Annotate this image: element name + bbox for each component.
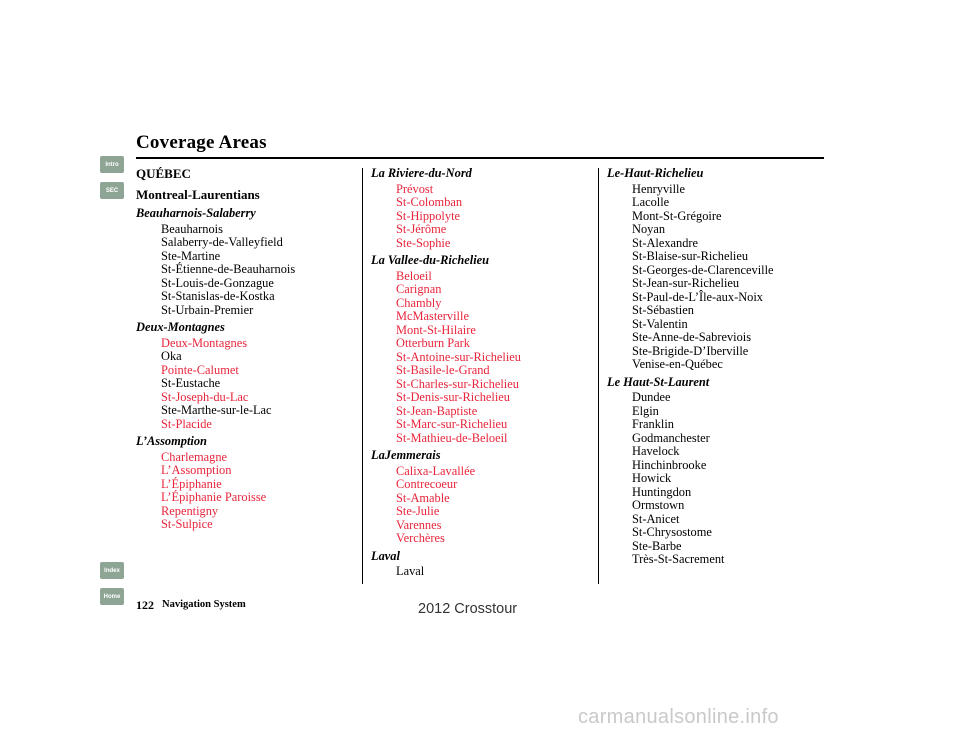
column-divider-2	[598, 168, 599, 584]
municipality-item: Ormstown	[632, 498, 685, 512]
municipality-link[interactable]: Repentigny	[161, 503, 219, 518]
municipality-item: Ste-Brigide-D’Iberville	[632, 343, 749, 358]
municipality-link[interactable]: McMasterville	[396, 309, 469, 323]
municipality-item: Venise-en-Québec	[632, 357, 723, 371]
column-1	[136, 167, 356, 532]
area-heading-laval: Laval	[371, 548, 400, 563]
municipality-item: St-Valentin	[632, 316, 688, 331]
municipality-item: St-Sébastien	[632, 303, 694, 317]
municipality-item: St-Anicet	[632, 511, 680, 526]
municipality-list	[396, 183, 591, 251]
municipality-list	[396, 465, 591, 546]
municipality-list	[396, 565, 591, 579]
municipality-link[interactable]: Ste-Julie	[396, 504, 440, 518]
area-heading-lajemmerais: LaJemmerais	[371, 448, 441, 462]
municipality-item: Ste-Barbe	[632, 538, 682, 553]
municipality-link[interactable]: St-Colomban	[396, 195, 463, 209]
municipality-list	[161, 223, 356, 318]
area-heading-la-riviere-du-nord: La Riviere-du-Nord	[371, 166, 472, 180]
municipality-link[interactable]: Ste-Sophie	[396, 235, 451, 250]
municipality-link[interactable]: Otterburn Park	[396, 336, 470, 350]
municipality-link[interactable]: St-Joseph-du-Lac	[161, 389, 249, 404]
municipality-item: Franklin	[632, 417, 674, 431]
municipality-item: Hinchinbrooke	[632, 457, 707, 472]
municipality-link[interactable]: L’Assomption	[161, 463, 232, 477]
area-heading-l-assomption: L’Assomption	[136, 434, 207, 448]
municipality-link[interactable]: Contrecoeur	[396, 477, 458, 491]
municipality-item: St-Paul-de-L’Île-aux-Noix	[632, 289, 763, 304]
municipality-list	[632, 391, 827, 567]
municipality-link[interactable]: Prévost	[396, 181, 434, 196]
municipality-item: Ste-Anne-de-Sabreviois	[632, 330, 752, 344]
sec-tab[interactable]: SEC	[100, 182, 124, 199]
municipality-item: Très-St-Sacrement	[632, 552, 725, 566]
area-groups	[371, 167, 591, 579]
column-2	[371, 167, 591, 579]
column-divider-1	[362, 168, 363, 584]
municipality-item: St-Louis-de-Gonzague	[161, 275, 274, 290]
area-heading-deux-montagnes: Deux-Montagnes	[136, 320, 225, 334]
home-tab[interactable]: Home	[100, 588, 124, 605]
municipality-item: St-Georges-de-Clarenceville	[632, 262, 774, 277]
area-heading-la-vallee-du-richelieu: La Vallee-du-Richelieu	[371, 253, 490, 267]
intro-tab[interactable]: Intro	[100, 156, 124, 173]
municipality-list	[161, 337, 356, 432]
municipality-item: Laval	[396, 564, 425, 578]
municipality-link[interactable]: Charlemagne	[161, 449, 228, 464]
municipality-item: St-Jean-sur-Richelieu	[632, 276, 740, 290]
municipality-link[interactable]: Carignan	[396, 282, 442, 296]
page-number: 122	[136, 598, 154, 612]
municipality-item: Lacolle	[632, 195, 670, 209]
municipality-link[interactable]: L’Épiphanie	[161, 476, 222, 491]
municipality-item: St-Urbain-Premier	[161, 302, 254, 317]
municipality-item: Godmanchester	[632, 430, 710, 445]
column-3	[607, 167, 827, 567]
municipality-item: Huntingdon	[632, 484, 692, 499]
municipality-item: St-Alexandre	[632, 235, 699, 250]
municipality-link[interactable]: St-Marc-sur-Richelieu	[396, 417, 508, 431]
area-groups	[136, 207, 356, 532]
municipality-link[interactable]: St-Placide	[161, 416, 212, 431]
municipality-item: St-Eustache	[161, 376, 221, 390]
area-heading-le-haut-st-laurent: Le Haut-St-Laurent	[607, 374, 710, 389]
municipality-link[interactable]: Chambly	[396, 295, 442, 310]
municipality-list	[632, 183, 827, 372]
area-groups	[607, 167, 827, 567]
municipality-item: Howick	[632, 471, 672, 485]
area-heading-le-haut-richelieu: Le-Haut-Richelieu	[607, 166, 704, 180]
municipality-link[interactable]: St-Charles-sur-Richelieu	[396, 376, 519, 391]
watermark: carmanualsonline.info	[578, 706, 779, 728]
municipality-list	[161, 451, 356, 532]
municipality-link[interactable]: St-Denis-sur-Richelieu	[396, 390, 510, 404]
municipality-link[interactable]: St-Hippolyte	[396, 208, 461, 223]
region-heading: Montreal-Laurentians	[136, 186, 260, 202]
municipality-link[interactable]: St-Antoine-sur-Richelieu	[396, 349, 522, 364]
municipality-link[interactable]: Mont-St-Hilaire	[396, 322, 476, 337]
title-rule	[136, 157, 824, 159]
municipality-item: St-Stanislas-de-Kostka	[161, 289, 275, 303]
area-heading-beauharnois-salaberry: Beauharnois-Salaberry	[136, 206, 256, 220]
page-title: Coverage Areas	[136, 132, 267, 153]
municipality-item: Noyan	[632, 222, 666, 236]
municipality-link[interactable]: St-Sulpice	[161, 517, 213, 531]
municipality-item: Henryville	[632, 181, 685, 196]
municipality-list	[396, 270, 591, 446]
municipality-link[interactable]: St-Mathieu-de-Beloeil	[396, 430, 508, 445]
municipality-link[interactable]: L’Épiphanie Paroisse	[161, 490, 267, 504]
municipality-link[interactable]: Verchères	[396, 531, 445, 545]
municipality-item: St-Chrysostome	[632, 525, 712, 539]
municipality-item: Salaberry-de-Valleyfield	[161, 235, 283, 249]
section-label: Navigation System	[162, 599, 246, 610]
model-footer: 2012 Crosstour	[418, 601, 518, 617]
municipality-item: St-Étienne-de-Beauharnois	[161, 262, 296, 276]
municipality-link[interactable]: St-Jean-Baptiste	[396, 403, 478, 418]
municipality-link[interactable]: Calixa-Lavallée	[396, 463, 476, 478]
municipality-item: Elgin	[632, 403, 659, 418]
municipality-item: St-Blaise-sur-Richelieu	[632, 249, 749, 263]
municipality-link[interactable]: Deux-Montagnes	[161, 335, 248, 350]
municipality-item: Beauharnois	[161, 221, 223, 236]
municipality-item: Ste-Marthe-sur-le-Lac	[161, 403, 272, 417]
municipality-item: Havelock	[632, 444, 680, 458]
municipality-item: Oka	[161, 349, 182, 363]
municipality-link[interactable]: St-Amable	[396, 490, 450, 505]
municipality-item: Dundee	[632, 390, 671, 404]
municipality-link[interactable]: Beloeil	[396, 268, 432, 283]
municipality-link[interactable]: St-Jérôme	[396, 222, 447, 236]
municipality-link[interactable]: Varennes	[396, 517, 442, 532]
municipality-item: Ste-Martine	[161, 248, 221, 263]
municipality-link[interactable]: Pointe-Calumet	[161, 362, 239, 377]
municipality-link[interactable]: St-Basile-le-Grand	[396, 363, 490, 377]
municipality-item: Mont-St-Grégoire	[632, 208, 722, 223]
index-tab[interactable]: Index	[100, 562, 124, 579]
province-heading: QUÉBEC	[136, 166, 191, 181]
